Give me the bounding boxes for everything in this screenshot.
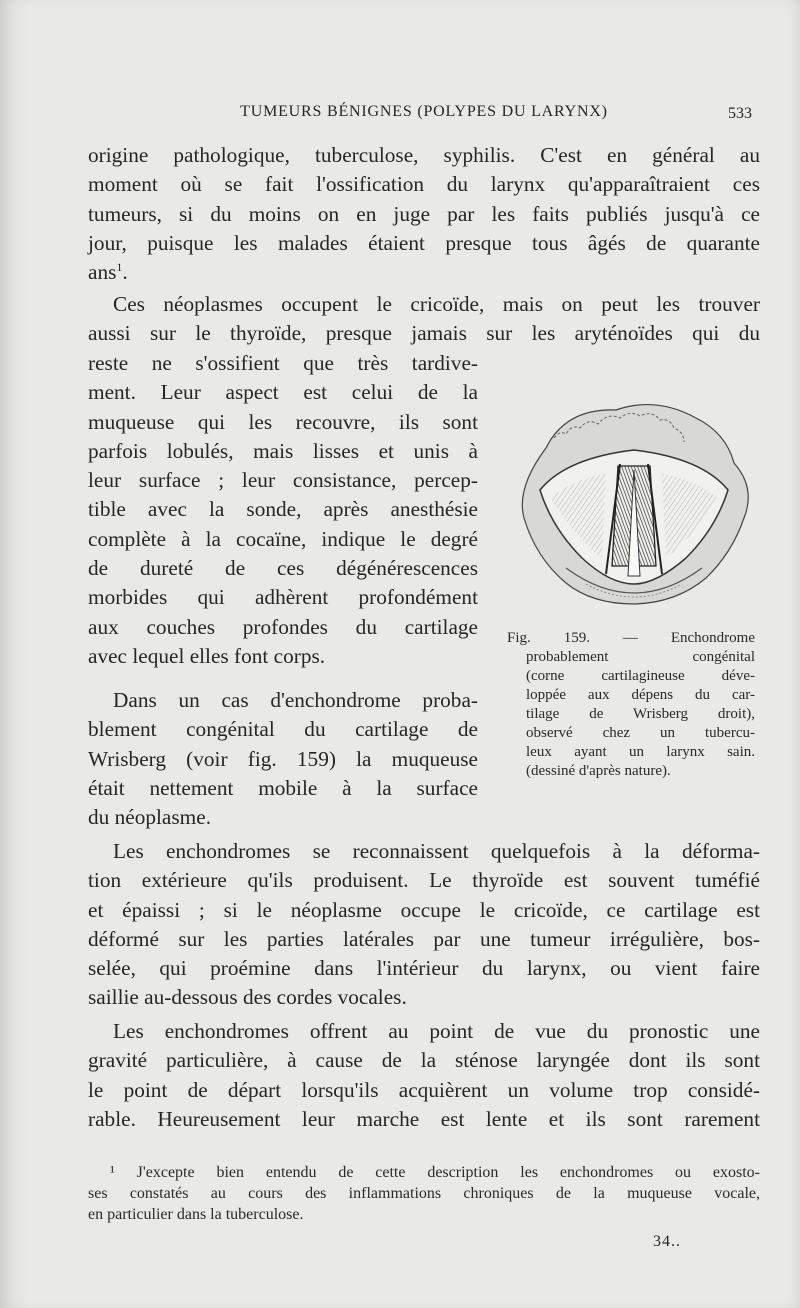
footnote-line: ses constatés au cours des inflammations chroniques de la muqueuse vocale,	[88, 1185, 760, 1202]
text-line: blement congénital du cartilage de	[88, 717, 478, 742]
text-line: aux couches profondes du cartilage	[88, 614, 478, 639]
caption-line: observé chez un tubercu-	[526, 725, 755, 741]
caption-line: loppée aux dépens du car-	[526, 687, 755, 703]
text-line: parfois lobulés, mais lisses et unis à	[88, 438, 478, 463]
text-line: tumeurs, si du moins on en juge par les faits publiés jusqu'à ce	[88, 201, 760, 226]
text-line: complète à la cocaïne, indique le degré	[88, 526, 478, 551]
text-line: gravité particulière, à cause de la sténose laryngée dont ils sont	[88, 1048, 760, 1073]
caption-line: tilage de Wrisberg droit),	[526, 706, 755, 722]
text-line: aussi sur le thyroïde, presque jamais sur les aryténoïdes qui du	[88, 321, 760, 346]
footnote-ref: 1	[116, 260, 123, 275]
text-line: saillie au-dessous des cordes vocales.	[88, 985, 407, 1010]
text-line: et épaissi ; si le néoplasme occupe le cricoïde, ce cartilage est	[88, 897, 760, 922]
caption-line: probablement congénital	[526, 649, 755, 665]
text-line: Ces néoplasmes occupent le cricoïde, mais on peut les trouver	[113, 292, 760, 316]
footnote	[88, 1162, 760, 1225]
text-line: tion extérieure qu'ils produisent. Le thyroïde est souvent tuméfié	[88, 868, 760, 893]
paragraph-3	[88, 686, 478, 832]
text-line: rable. Heureusement leur marche est lente et ils sont rarement	[88, 1106, 760, 1131]
text-line: reste ne s'ossifient que très tardive-	[88, 351, 478, 375]
paragraph-2	[88, 290, 760, 349]
text-line: jour, puisque les malades étaient presque tous âgés de quarante	[88, 230, 760, 255]
text-line: le point de départ lorsqu'ils acquièrent un volume trop considé-	[88, 1077, 760, 1102]
footnote-line: en particulier dans la tuberculose.	[88, 1206, 304, 1223]
text-line: Wrisberg (voir fig. 159) la muqueuse	[88, 746, 478, 771]
text-line: leur surface ; leur consistance, percep-	[88, 468, 478, 493]
paragraph-2-narrow	[88, 349, 478, 671]
text-line: Les enchondromes se reconnaissent quelquefois à la déforma-	[113, 839, 760, 863]
text-line: déformé sur les parties latérales par une tumeur irrégulière, bos-	[88, 926, 760, 951]
caption-line: Fig. 159. — Enchondrome	[507, 630, 755, 646]
running-head	[88, 103, 760, 127]
text-line: tible avec la sonde, après anesthésie	[88, 497, 478, 522]
text-line: ment. Leur aspect est celui de la	[88, 380, 478, 405]
text-line: Dans un cas d'enchondrome proba-	[113, 688, 478, 712]
paragraph-4	[88, 837, 760, 1013]
text-line: origine pathologique, tuberculose, syphilis. C'est en général au	[88, 143, 760, 167]
text-line: de dureté de ces dégénérescences	[88, 556, 478, 581]
text-line: du néoplasme.	[88, 805, 212, 830]
larynx-illustration	[506, 378, 762, 618]
signature-mark: 34..	[653, 1233, 681, 1250]
text-line	[88, 258, 760, 287]
running-title: TUMEURS BÉNIGNES (POLYPES DU LARYNX)	[240, 103, 608, 120]
figure-159	[506, 378, 762, 628]
text-line: avec lequel elles font corps.	[88, 643, 326, 668]
text-fragment: ans	[88, 260, 117, 285]
figure-caption	[507, 629, 755, 781]
text-fragment: .	[122, 260, 128, 285]
text-line: moment où se fait l'ossification du larynx qu'apparaîtraient ces	[88, 172, 760, 197]
text-line: morbides qui adhèrent profondément	[88, 585, 478, 610]
caption-line: (dessiné d'après nature).	[526, 763, 671, 779]
paragraph-1	[88, 141, 760, 287]
text-line: Les enchondromes offrent au point de vue du pronostic une	[113, 1019, 760, 1043]
text-line: était nettement mobile à la surface	[88, 775, 478, 800]
page-number: 533	[728, 105, 752, 122]
paragraph-5	[88, 1017, 760, 1134]
text-line: selée, qui proémine dans l'intérieur du larynx, ou vient faire	[88, 956, 760, 981]
text-line: muqueuse qui les recouvre, ils sont	[88, 409, 478, 434]
caption-line: leux ayant un larynx sain.	[526, 744, 755, 760]
caption-line: (corne cartilagineuse déve-	[526, 668, 755, 684]
footnote-line: ¹ J'excepte bien entendu de cette description les enchondromes ou exosto-	[110, 1164, 760, 1181]
